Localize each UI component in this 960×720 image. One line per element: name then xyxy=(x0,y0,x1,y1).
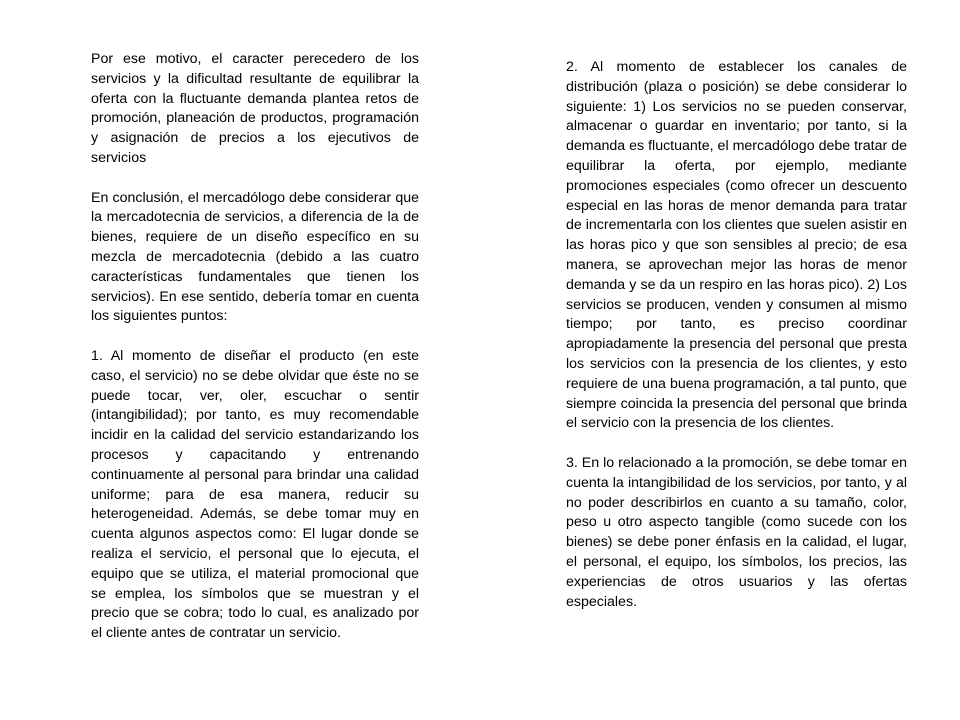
paragraph-point-3-promotion: 3. En lo relacionado a la promoción, se debe tomar en cuenta la intangibilidad de los servicios, por tanto, y al no poder describirlos en cuanto a su tamaño, color, peso u otro aspecto tangible (como sucede con los bienes) se debe poner énfasis en la calidad, el lugar, el personal, el equipo, los símbolos, los precios, las experiencias de otros usuarios y las ofertas especiales. xyxy=(566,454,907,610)
paragraph-point-2-distribution: 2. Al momento de establecer los canales de distribución (plaza o posición) se debe considerar lo siguiente: 1) Los servicios no se pueden conservar, almacenar o guardar en inventario; por tanto, si la demanda es fluctuante, el mercadólogo debe tratar de equilibrar la oferta, por ejemplo, mediante promociones especiales (como ofrecer un descuento especial en las horas de menor demanda para tratar de incrementarla con los clientes que suelen asistir en las horas pico y que son sensibles al precio; de esa manera, se aprovechan mejor las horas de menor demanda y se da un respiro en las horas pico). 2) Los servicios se producen, venden y consumen al mismo tiempo; por tanto, es preciso coordinar apropiadamente la presencia del personal que presta los servicios con la presencia de los clientes, y esto requiere de una buena programación, a tal punto, que siempre coincida la presencia del personal que brinda el servicio con la presencia de los clientes. xyxy=(566,59,907,432)
paragraph-perishability: Por ese motivo, el caracter perecedero de los servicios y la dificultad resultante de equilibrar la oferta con la fluctuante demanda plantea retos de promoción, planeación de productos, programación y asignación de precios a los ejecutivos de servicios xyxy=(91,51,419,166)
paragraph-point-1-product: 1. Al momento de diseñar el producto (en este caso, el servicio) no se debe olvidar que éste no se puede tocar, ver, oler, escuchar o sentir (intangibilidad); por tanto, es muy recomendable incidir en la calidad del servicio estandarizando los procesos y capacitando y entrenando continuamente al personal para brindar una calidad uniforme; para de esa manera, reducir su heterogeneidad. Además, se debe tomar muy en cuenta algunos aspectos como: El lugar donde se realiza el servicio, el personal que lo ejecuta, el equipo que se utiliza, el material promocional que se emplea, los símbolos que se muestran y el precio que se cobra; todo lo cual, es analizado por el cliente antes de contratar un servicio. xyxy=(91,347,419,642)
paragraph-conclusion: En conclusión, el mercadólogo debe considerar que la mercadotecnia de servicios, a diferencia de la de bienes, requiere de un diseño específico en su mezcla de mercadotecnia (debido a las cuatro características fundamentales que tienen los servicios). En ese sentido, debería tomar en cuenta los siguientes puntos: xyxy=(91,189,419,325)
left-text-column xyxy=(91,50,419,644)
right-text-column xyxy=(566,58,907,612)
